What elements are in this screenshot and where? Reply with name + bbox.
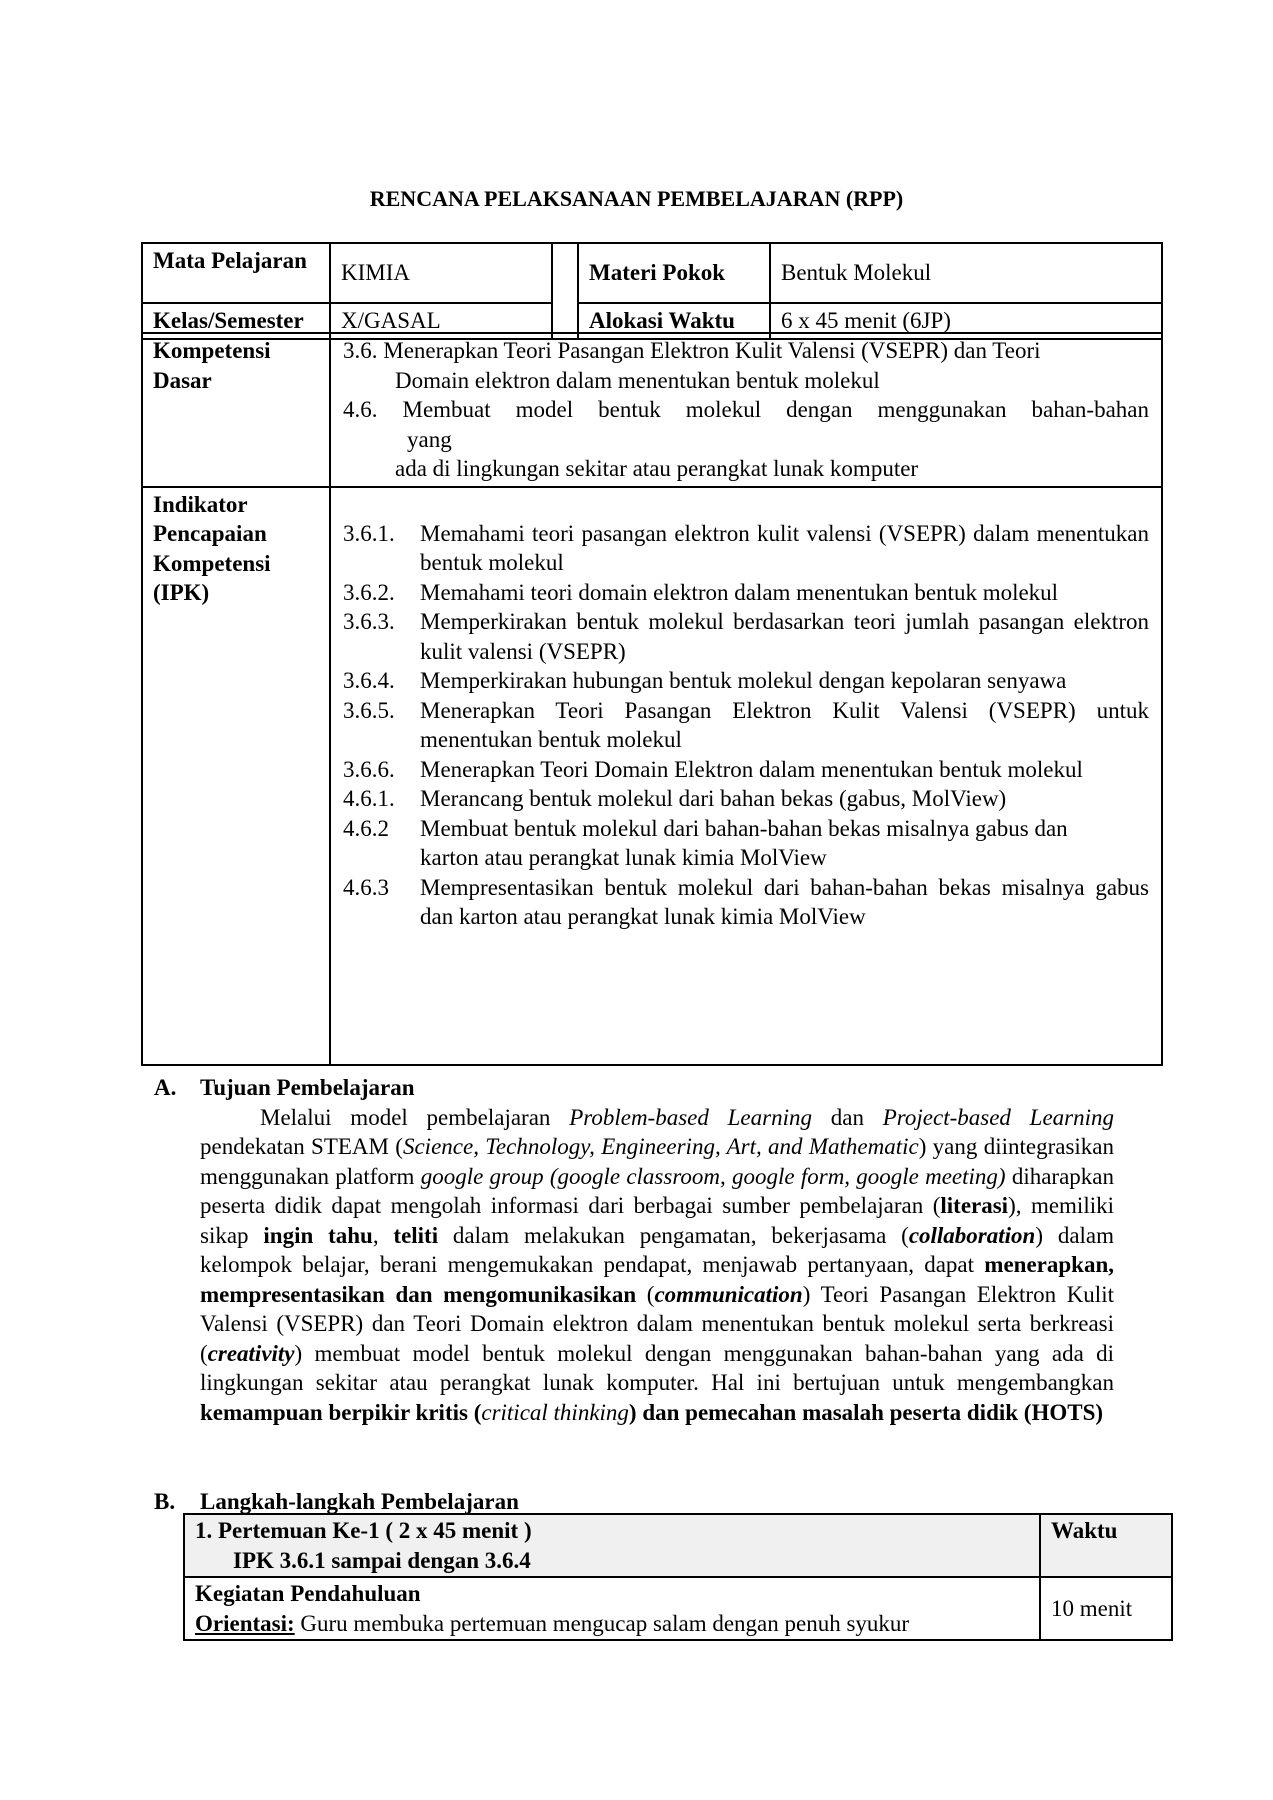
kompetensi-dasar-content <box>330 333 1162 487</box>
text-segment: ) dan pemecahan masalah peserta didik (HOTS) <box>628 1399 1104 1425</box>
section-title: Tujuan Pembelajaran <box>200 1075 415 1100</box>
text-segment: google group (google classroom, google form, google meeting) <box>420 1163 1006 1189</box>
table-row <box>184 1577 1172 1640</box>
meeting-ipk-range: IPK 3.6.1 sampai dengan 3.6.4 <box>233 1547 531 1573</box>
text-segment: creativity <box>207 1340 295 1366</box>
kd-item-3-6-cont: Domain elektron dalam menentukan bentuk molekul <box>395 367 880 393</box>
ipk-text: Memahami teori pasangan elektron kulit valensi (VSEPR) dalam menentukan bentuk molekul <box>420 520 1149 575</box>
kelas-label: Kelas/Semester <box>142 303 330 339</box>
mata-pelajaran-value: KIMIA <box>330 243 552 303</box>
steps-table-header <box>184 1514 1172 1577</box>
kd-item-4-6-cont: yang <box>407 426 452 452</box>
text-segment: critical thinking <box>481 1399 629 1425</box>
ipk-label: Indikator Pencapaian Kompetensi (IPK) <box>142 487 330 1065</box>
text-segment: diharapkan peserta didik dapat mengolah informasi dari berbagai sumber pembelajaran ( <box>200 1163 1114 1218</box>
text-segment: ) dalam kelompok belajar, berani mengemukakan pendapat, menjawab pertanyaan, dapat <box>200 1222 1115 1277</box>
text-segment: ingin tahu <box>263 1222 373 1248</box>
ipk-item <box>343 578 1149 608</box>
kd-item-4-6: 4.6. Membuat model bentuk molekul dengan menggunakan bahan-bahan <box>343 397 1149 422</box>
ipk-item <box>343 607 1149 666</box>
tujuan-paragraph <box>200 1103 1114 1428</box>
section-heading <box>154 1073 1114 1103</box>
ipk-item <box>343 814 1149 873</box>
ipk-text: Memperkirakan bentuk molekul berdasarkan teori jumlah pasangan elektron kulit valensi (VSEPR) <box>420 609 1149 664</box>
ipk-content <box>330 487 1162 1065</box>
text-segment: dalam melakukan pengamatan, bekerjasama ( <box>438 1222 909 1248</box>
ipk-item <box>343 755 1149 785</box>
kd-item-3-6: 3.6. Menerapkan Teori Pasangan Elektron Kulit Valensi (VSEPR) dan Teori <box>343 338 1041 363</box>
text-segment: Science, Technology, Engineering, Art, and Mathematic <box>402 1134 919 1159</box>
activity-time: 10 menit <box>1040 1577 1172 1640</box>
ipk-item <box>343 666 1149 696</box>
ipk-text: Memperkirakan hubungan bentuk molekul dengan kepolaran senyawa <box>420 668 1067 693</box>
ipk-text: Memahami teori domain elektron dalam menentukan bentuk molekul <box>420 579 1059 605</box>
activity-cell <box>184 1577 1040 1640</box>
ipk-text: Mempresentasikan bentuk molekul dari bahan-bahan bekas misalnya gabus dan karton atau perangkat lunak kimia MolView <box>420 874 1149 929</box>
ipk-text: Membuat bentuk molekul dari bahan-bahan bekas misalnya gabus dan karton atau perangkat lunak kimia MolView <box>420 815 1068 870</box>
section-title: Langkah-langkah Pembelajaran <box>200 1489 519 1514</box>
ipk-item <box>343 873 1149 932</box>
text-segment: literasi <box>940 1193 1009 1218</box>
mata-pelajaran-label: Mata Pelajaran <box>142 243 330 303</box>
ipk-text: Merancang bentuk molekul dari bahan bekas (gabus, MolView) <box>420 786 1007 811</box>
activity-text: Guru membuka pertemuan mengucap salam dengan penuh syukur <box>294 1610 910 1636</box>
meeting-title: 1. Pertemuan Ke-1 ( 2 x 45 menit ) <box>195 1518 532 1543</box>
competency-table <box>141 332 1163 1066</box>
text-segment: ), memiliki sikap <box>200 1193 1114 1248</box>
time-header: Waktu <box>1040 1514 1172 1577</box>
text-segment: ) membuat model bentuk molekul dengan menggunakan bahan-bahan yang ada di lingkungan sekitar atau perangkat lunak komputer. Hal ini bertujuan untuk mengembangkan <box>200 1340 1114 1395</box>
kelas-value: X/GASAL <box>330 303 552 339</box>
section-letter: A. <box>154 1075 177 1100</box>
ipk-number: 3.6.4. <box>343 668 395 693</box>
ipk-number: 3.6.1. <box>343 520 395 546</box>
text-segment: collaboration <box>908 1222 1036 1248</box>
alokasi-label: Alokasi Waktu <box>578 303 770 339</box>
text-segment: teliti <box>393 1222 439 1248</box>
activity-title: Kegiatan Pendahuluan <box>195 1581 421 1606</box>
text-segment: Project-based Learning <box>882 1104 1115 1130</box>
ipk-number: 4.6.1. <box>343 786 395 811</box>
text-segment: Problem-based Learning <box>569 1104 812 1130</box>
spacer-column <box>552 243 578 339</box>
ipk-number: 3.6.3. <box>343 609 395 634</box>
kompetensi-dasar-label: Kompetensi Dasar <box>142 333 330 487</box>
materi-pokok-value: Bentuk Molekul <box>770 243 1162 303</box>
text-segment: dan <box>811 1104 883 1130</box>
alokasi-value: 6 x 45 menit (6JP) <box>770 303 1162 339</box>
section-letter: B. <box>154 1489 176 1514</box>
ipk-number: 3.6.5. <box>343 697 395 723</box>
text-segment: kemampuan berpikir kritis ( <box>200 1399 482 1425</box>
ipk-item <box>343 696 1149 755</box>
activity-description <box>195 1609 1029 1639</box>
ipk-number: 3.6.2. <box>343 579 395 605</box>
text-segment: , <box>372 1222 394 1248</box>
activity-label: Orientasi: <box>195 1610 295 1636</box>
ipk-text: Menerapkan Teori Pasangan Elektron Kulit Valensi (VSEPR) untuk menentukan bentuk molekul <box>420 697 1149 752</box>
text-segment: Melalui model pembelajaran <box>260 1104 570 1130</box>
section-tujuan-pembelajaran <box>154 1073 1114 1427</box>
text-segment: communication <box>654 1281 803 1307</box>
text-segment: pendekatan STEAM ( <box>200 1134 403 1159</box>
ipk-number: 4.6.3 <box>343 874 389 900</box>
kd-item-4-6-cont2: ada di lingkungan sekitar atau perangkat lunak komputer <box>395 456 919 481</box>
meeting-header <box>184 1514 1040 1577</box>
ipk-number: 4.6.2 <box>343 815 389 841</box>
ipk-number: 3.6.6. <box>343 756 395 782</box>
steps-table <box>183 1513 1173 1641</box>
text-segment: menerapkan, mempresentasikan dan mengomunikasikan <box>200 1252 1114 1307</box>
ipk-item <box>343 784 1149 814</box>
identity-table <box>141 242 1163 340</box>
text-segment: ) yang diintegrasikan menggunakan platform <box>200 1134 1114 1189</box>
text-segment: ) Teori Pasangan Elektron Kulit Valensi (VSEPR) dan Teori Domain elektron dalam menentukan bentuk molekul serta berkreasi ( <box>200 1281 1114 1366</box>
ipk-item <box>343 519 1149 578</box>
page-title: RENCANA PELAKSANAAN PEMBELAJARAN (RPP) <box>369 186 904 211</box>
materi-pokok-label: Materi Pokok <box>578 243 770 303</box>
text-segment: ( <box>636 1281 655 1307</box>
ipk-text: Menerapkan Teori Domain Elektron dalam menentukan bentuk molekul <box>420 756 1083 782</box>
